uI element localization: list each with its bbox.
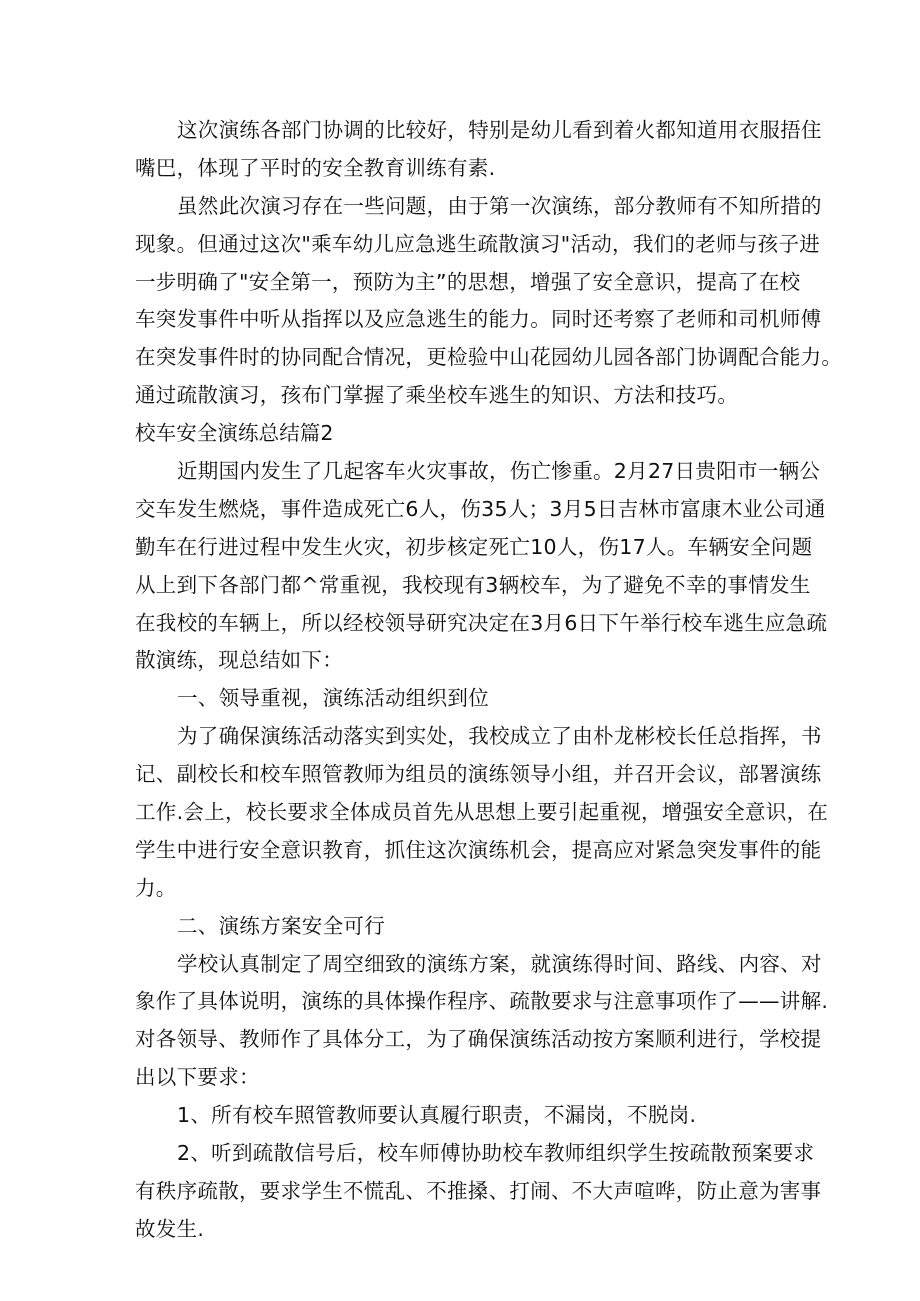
paragraph-line: 记、副校长和校车照管教师为组员的演练领导小组，并召开会议，部署演练 xyxy=(135,762,822,787)
paragraph-line: 为了确保演练活动落实到实处，我校成立了由朴龙彬校长任总指挥，书 xyxy=(177,724,822,749)
document-body xyxy=(135,112,843,1249)
paragraph-line: 通过疏散演习，孩布门掌握了乘坐校车逃生的知识、方法和技巧。 xyxy=(135,383,739,408)
paragraph-line: 在突发事件时的协同配合情况，更检验中山花园幼儿园各部门协调配合能力。 xyxy=(135,345,843,370)
paragraph-line: 对各领导、教师作了具体分工，为了确保演练活动按方案顺利进行，学校提 xyxy=(135,1027,822,1052)
paragraph-line: 车突发事件中听从指挥以及应急逃生的能力。同时还考察了老师和司机师傅 xyxy=(135,307,822,332)
paragraph-line: 学生中进行安全意识教育，抓住这次演练机会，提高应对紧急突发事件的能 xyxy=(135,837,822,862)
paragraph-line: 力。 xyxy=(135,875,177,900)
paragraph-line: 近期国内发生了几起客车火灾事故，伤亡惨重。2月27日贵阳市一辆公 xyxy=(177,459,821,484)
paragraph-line: 从上到下各部门都^常重视，我校现有3辆校车，为了避免不幸的事情发生 xyxy=(135,572,811,597)
section-title: 校车安全演练总结篇2 xyxy=(135,421,334,446)
paragraph-line: 学校认真制定了周空细致的演练方案，就演练得时间、路线、内容、对 xyxy=(177,951,822,976)
subheading: 二、演练方案安全可行 xyxy=(177,913,385,938)
paragraph-line: 勤车在行进过程中发生火灾，初步核定死亡10人，伤17人。车辆安全问题 xyxy=(135,534,813,559)
paragraph-line: 嘴巴，体现了平时的安全教育训练有素. xyxy=(135,155,496,180)
subheading: 一、领导重视，演练活动组织到位 xyxy=(177,686,489,711)
list-item: 1、所有校车照管教师要认真履行职责，不漏岗，不脱岗. xyxy=(177,1103,697,1128)
paragraph-line: 现象。但通过这次"乘车幼儿应急逃生疏散演习"活动，我们的老师与孩子进 xyxy=(135,231,821,256)
paragraph-line: 一步明确了"安全第一，预防为主”的思想，增强了安全意识，提高了在校 xyxy=(135,269,801,294)
paragraph-line: 虽然此次演习存在一些问题，由于第一次演练，部分教师有不知所措的 xyxy=(177,193,822,218)
paragraph-line: 交车发生燃烧，事件造成死亡6人，伤35人；3月5日吉林市富康木业公司通 xyxy=(135,496,826,521)
paragraph-line: 有秩序疏散，要求学生不慌乱、不推搡、打闹、不大声喧哗，防止意为害事 xyxy=(135,1178,822,1203)
list-item: 2、听到疏散信号后，校车师傅协助校车教师组织学生按疏散预案要求 xyxy=(177,1141,815,1166)
paragraph-line: 在我校的车辆上，所以经校领导研究决定在3月6日下午举行校车逃生应急疏 xyxy=(135,610,828,635)
paragraph-line: 出以下要求： xyxy=(135,1065,260,1090)
paragraph-line: 这次演练各部门协调的比较好，特别是幼儿看到着火都知道用衣服捂住 xyxy=(177,118,822,142)
paragraph-line: 故发生. xyxy=(135,1216,205,1241)
paragraph-line: 工作.会上，校长要求全体成员首先从思想上要引起重视，增强安全意识，在 xyxy=(135,800,829,825)
paragraph-line: 象作了具体说明，演练的具体操作程序、疏散要求与注意事项作了——讲解. xyxy=(135,989,829,1014)
paragraph-line: 散演练，现总结如下： xyxy=(135,648,343,673)
